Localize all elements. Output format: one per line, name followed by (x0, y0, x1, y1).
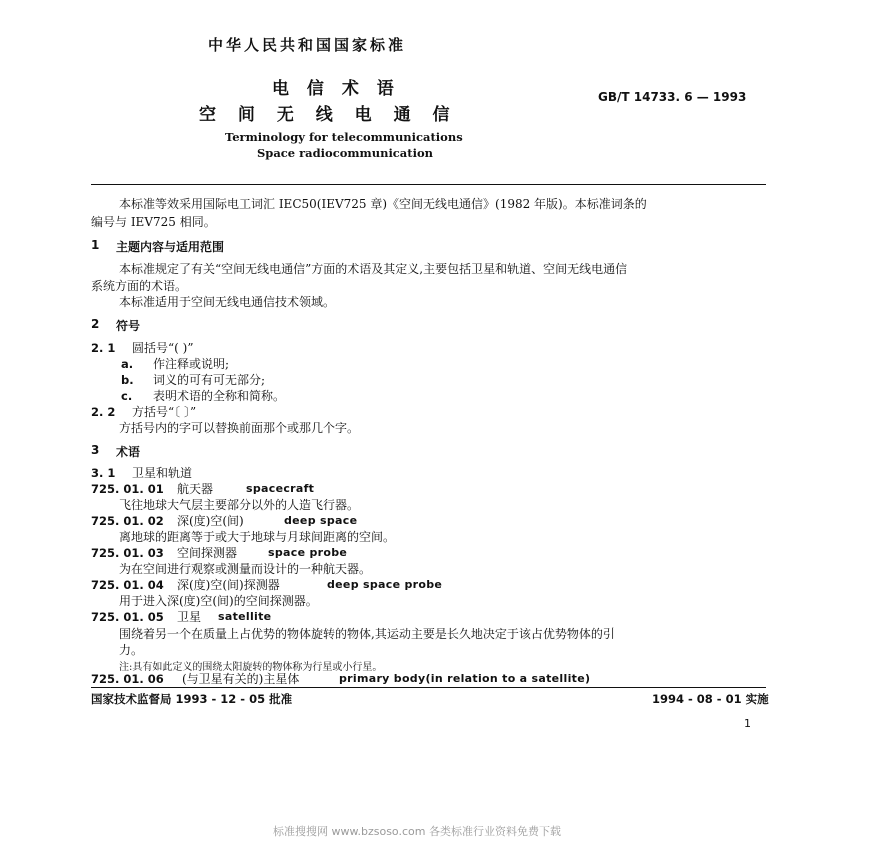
section-2-1-title: 圆括号“( )” (132, 341, 194, 355)
term-en: spacecraft (246, 482, 315, 495)
section-1-para-2: 本标准适用于空间无线电通信技术领域。 (119, 295, 336, 309)
section-2-2-text: 方括号内的字可以替换前面那个或那几个字。 (119, 421, 360, 435)
section-1-number: 1 (91, 238, 100, 252)
term-code: 725. 01. 02 (91, 514, 164, 528)
section-1-title: 主题内容与适用范围 (116, 240, 225, 254)
list-label-a: a. (121, 357, 134, 371)
title-en-line-2: Space radiocommunication (257, 146, 433, 160)
term-definition-cont: 力。 (119, 643, 144, 657)
term-en: deep space probe (327, 578, 443, 591)
section-3-number: 3 (91, 443, 100, 457)
list-text-b: 词义的可有可无部分; (153, 373, 266, 387)
watermark: 标准搜搜网 www.bzsoso.com 各类标准行业资料免费下载 (273, 825, 561, 838)
list-label-b: b. (121, 373, 134, 387)
term-en: deep space (284, 514, 358, 527)
section-2-number: 2 (91, 317, 100, 331)
term-definition: 用于进入深(度)空(间)的空间探测器。 (119, 594, 318, 608)
section-1-para-1a: 本标准规定了有关“空间无线电通信”方面的术语及其定义,主要包括卫星和轨道、空间无线电通信 (119, 262, 628, 276)
section-2-1-number: 2. 1 (91, 341, 116, 355)
term-en-last: primary body(in relation to a satellite) (339, 672, 591, 685)
term-definition: 围绕着另一个在质量上占优势的物体旋转的物体,其运动主要是长久地决定于该占优势物体的引 (119, 627, 615, 641)
implementation-line: 1994 - 08 - 01 实施 (652, 692, 769, 706)
section-3-1-number: 3. 1 (91, 466, 116, 480)
intro-line-2: 编号与 IEV725 相同。 (91, 215, 216, 229)
term-cn: 空间探测器 (177, 546, 238, 560)
list-label-c: c. (121, 389, 133, 403)
term-cn: 卫星 (177, 610, 202, 624)
term-cn: 深(度)空(间)探测器 (177, 578, 280, 592)
term-code: 725. 01. 01 (91, 482, 164, 496)
term-note: 注:具有如此定义的围绕太阳旋转的物体称为行星或小行星。 (119, 662, 383, 673)
national-standard-title: 中华人民共和国国家标准 (208, 36, 407, 54)
term-code: 725. 01. 04 (91, 578, 164, 592)
term-definition: 飞往地球大气层主要部分以外的人造飞行器。 (119, 498, 360, 512)
list-text-c: 表明术语的全称和简称。 (153, 389, 286, 403)
page-number: 1 (744, 717, 751, 730)
title-cn-line-1: 电 信 术 语 (272, 79, 400, 99)
footer-divider (91, 687, 766, 688)
term-cn-last: (与卫星有关的)主星体 (182, 672, 300, 686)
approval-line: 国家技术监督局 1993 - 12 - 05 批准 (91, 692, 293, 706)
term-code-last: 725. 01. 06 (91, 672, 164, 686)
section-1-para-1b: 系统方面的术语。 (91, 279, 188, 293)
list-text-a: 作注释或说明; (153, 357, 230, 371)
term-code: 725. 01. 03 (91, 546, 164, 560)
term-definition: 为在空间进行观察或测量而设计的一种航天器。 (119, 562, 372, 576)
section-2-title: 符号 (116, 319, 141, 333)
title-cn-line-2: 空 间 无 线 电 通 信 (199, 105, 458, 125)
intro-line-1: 本标准等效采用国际电工词汇 IEC50(IEV725 章)《空间无线电通信》(1982 年版)。本标准词条的 (119, 197, 647, 211)
section-3-title: 术语 (116, 445, 141, 459)
standard-number: GB/T 14733. 6 — 1993 (598, 90, 747, 104)
term-code: 725. 01. 05 (91, 610, 164, 624)
section-2-2-number: 2. 2 (91, 405, 116, 419)
title-en-line-1: Terminology for telecommunications (225, 130, 463, 144)
term-en: space probe (268, 546, 348, 559)
term-cn: 航天器 (177, 482, 214, 496)
term-en: satellite (218, 610, 272, 623)
term-cn: 深(度)空(间) (177, 514, 244, 528)
term-definition: 离地球的距离等于或大于地球与月球间距离的空间。 (119, 530, 396, 544)
section-3-1-title: 卫星和轨道 (132, 466, 193, 480)
section-2-2-title: 方括号“〔 〕” (132, 405, 197, 419)
header-divider (91, 184, 766, 185)
